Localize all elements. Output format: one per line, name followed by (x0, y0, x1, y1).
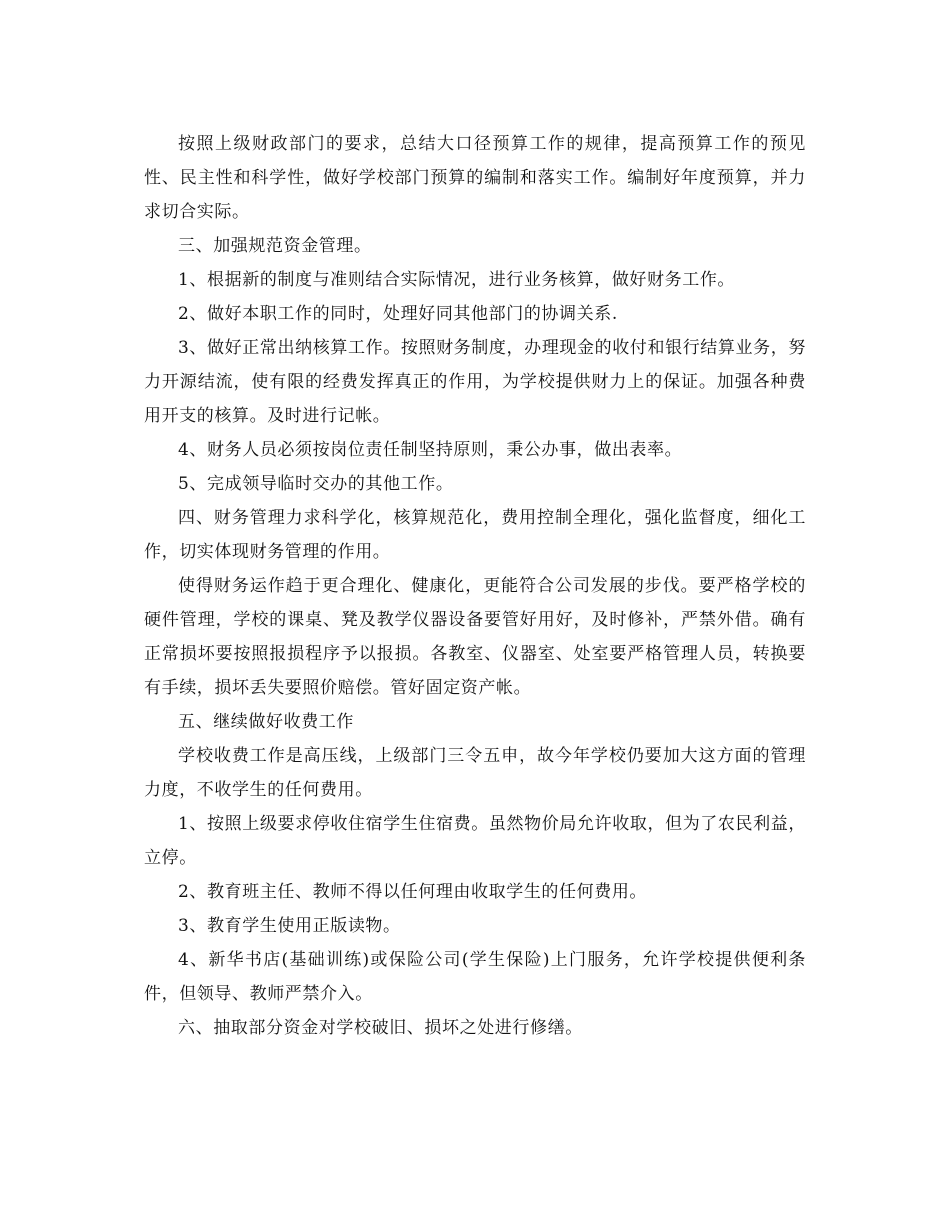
section-heading: 三、加强规范资金管理。 (178, 236, 372, 256)
paragraph: 按照上级财政部门的要求，总结大口径预算工作的规律，提高预算工作的预见性、民主性和科学性，做好学校部门预算的编制和落实工作。编制好年度预算，并力求切合实际。 (144, 134, 806, 222)
list-item: 3、教育学生使用正版读物。 (178, 916, 401, 936)
paragraph: 使得财务运作趋于更合理化、健康化，更能符合公司发展的步伐。要严格学校的硬件管理，学校的课桌、凳及教学仪器设备要管好用好，及时修补，严禁外借。确有正常损坏要按照报损程序予以报损。各教室、仪器室、处室要严格管理人员，转换要有手续，损坏丢失要照价赔偿。管好固定资产帐。 (144, 576, 806, 698)
section-heading: 六、抽取部分资金对学校破旧、损坏之处进行修缮。 (178, 1018, 583, 1038)
list-item: 2、做好本职工作的同时，处理好同其他部门的协调关系. (178, 304, 618, 324)
list-item: 4、新华书店(基础训练)或保险公司(学生保险)上门服务，允许学校提供便利条件，但领导、教师严禁介入。 (144, 950, 806, 1004)
document-body (144, 127, 806, 1045)
paragraph: 学校收费工作是高压线，上级部门三令五申，故今年学校仍要加大这方面的管理力度，不收学生的任何费用。 (144, 746, 806, 800)
section-heading: 四、财务管理力求科学化，核算规范化，费用控制全理化，强化监督度，细化工作，切实体现财务管理的作用。 (144, 508, 806, 562)
list-item: 4、财务人员必须按岗位责任制坚持原则，秉公办事，做出表率。 (178, 440, 683, 460)
list-item: 1、按照上级要求停收住宿学生住宿费。虽然物价局允许收取，但为了农民利益，立停。 (144, 814, 806, 868)
list-item: 5、完成领导临时交办的其他工作。 (178, 474, 454, 494)
list-item: 1、根据新的制度与准则结合实际情况，进行业务核算，做好财务工作。 (178, 270, 736, 290)
section-heading: 五、继续做好收费工作 (178, 712, 354, 732)
list-item: 3、做好正常出纳核算工作。按照财务制度，办理现金的收付和银行结算业务，努力开源结流，使有限的经费发挥真正的作用，为学校提供财力上的保证。加强各种费用开支的核算。及时进行记帐。 (144, 338, 806, 426)
list-item: 2、教育班主任、教师不得以任何理由收取学生的任何费用。 (178, 882, 648, 902)
